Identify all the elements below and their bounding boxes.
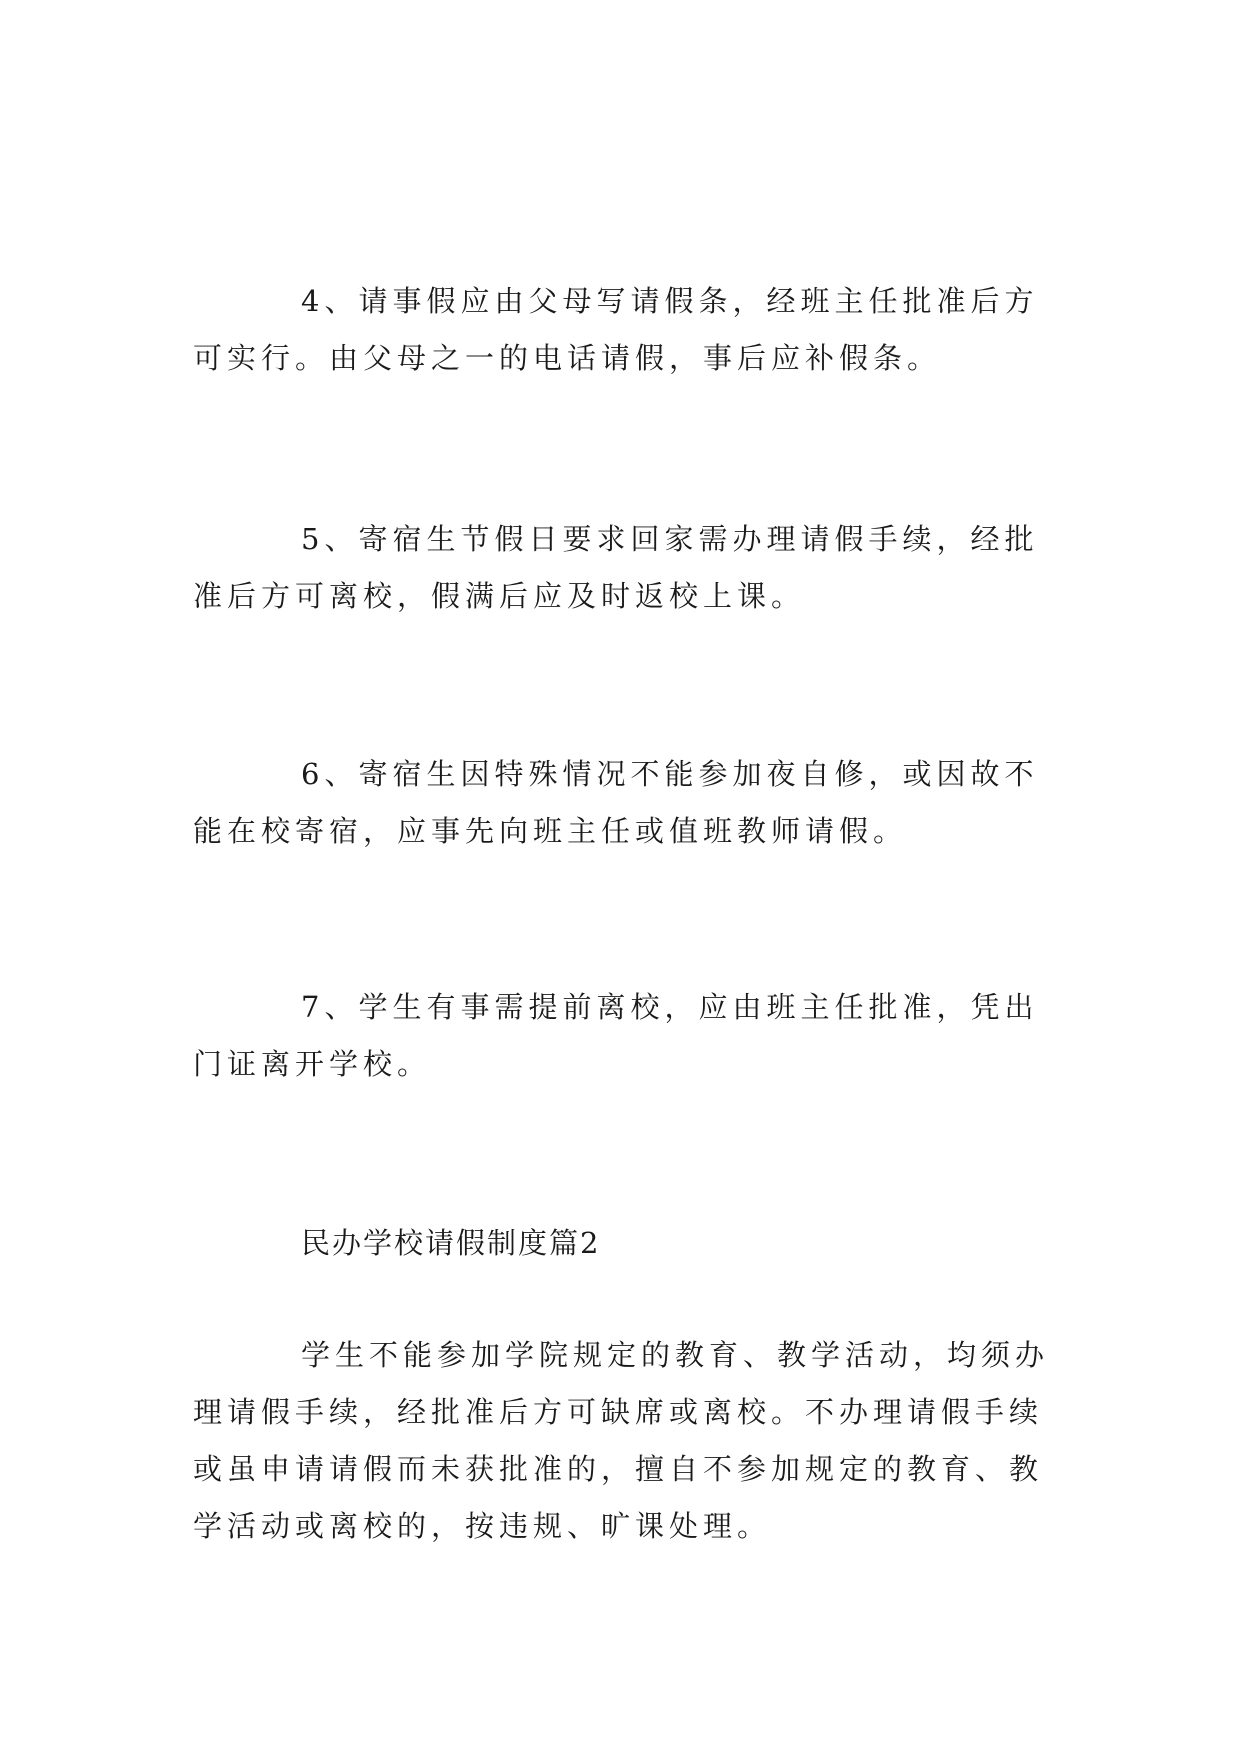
paragraph-rule-6: 6、寄宿生因特殊情况不能参加夜自修，或因故不能在校寄宿，应事先向班主任或值班教师请假。 bbox=[193, 757, 1039, 848]
paragraph-rule-5: 5、寄宿生节假日要求回家需办理请假手续，经批准后方可离校，假满后应及时返校上课。 bbox=[193, 522, 1039, 613]
paragraph-rule-4: 4、请事假应由父母写请假条，经班主任批准后方可实行。由父母之一的电话请假，事后应补假条。 bbox=[193, 284, 1039, 375]
section-heading: 民办学校请假制度篇2 bbox=[301, 1226, 601, 1260]
paragraph-section-2-intro: 学生不能参加学院规定的教育、教学活动，均须办理请假手续，经批准后方可缺席或离校。不办理请假手续或虽申请请假而未获批准的，擅自不参加规定的教育、教学活动或离校的，按违规、旷课处理。 bbox=[193, 1338, 1050, 1543]
paragraph-rule-7: 7、学生有事需提前离校，应由班主任批准，凭出门证离开学校。 bbox=[193, 990, 1039, 1081]
